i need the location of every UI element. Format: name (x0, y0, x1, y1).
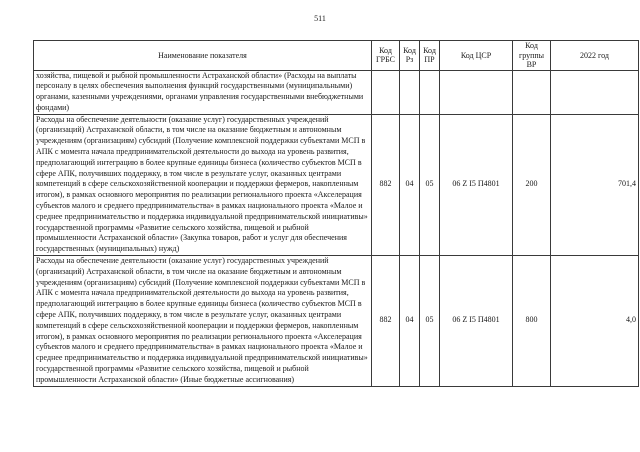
row-vr (513, 70, 551, 114)
row-pr (420, 70, 440, 114)
budget-table (33, 40, 639, 387)
row-grbs (372, 70, 400, 114)
table-row (34, 114, 639, 255)
row-grbs: 882 (372, 114, 400, 255)
row-amount (551, 70, 639, 114)
row-csr (440, 70, 513, 114)
row-rz: 04 (400, 256, 420, 387)
header-name: Наименование показателя (34, 41, 372, 71)
table-header-row (34, 41, 639, 71)
row-pr: 05 (420, 114, 440, 255)
table-row (34, 70, 639, 114)
table-row (34, 256, 639, 387)
row-name: Расходы на обеспечение деятельности (оказание услуг) государственных учреждений (организаций) Астраханской области, в том числе на оказание бюджетным и автономным учреждениям (организациям) субсидий (Получение комплексной поддержки субъектами МСП в АПК с момента начала предпринимательской деятельности до выхода на уровень развития, предполагающий интеграцию в более крупные единицы бизнеса (количество субъектов МСП в сфере АПК, получивших поддержку, в том числе в результате услуг, оказанных центрами компетенций в сфере сельскохозяйственной кооперации и поддержки фермеров, накопленным итогом), в рамках основного мероприятия по реализации регионального проекта «Акселерация субъектов малого и среднего предпринимательства» в рамках национального проекта «Малое и среднее предпринимательство и поддержка индивидуальной предпринимательской инициативы» государственной программы «Развитие сельского хозяйства, пищевой и рыбной промышленности Астраханской области» (Иные бюджетные ассигнования) (34, 256, 372, 387)
header-grbs: Код ГРБС (372, 41, 400, 71)
header-pr: Код ПР (420, 41, 440, 71)
header-vr: Код группы ВР (513, 41, 551, 71)
row-csr: 06 Z I5 П4801 (440, 256, 513, 387)
row-name: хозяйства, пищевой и рыбной промышленности Астраханской области» (Расходы на выплаты персоналу в целях обеспечения выполнения функций государственными (муниципальными) органами, казенными учреждениями, органами управления государственными внебюджетными фондами) (34, 70, 372, 114)
row-rz: 04 (400, 114, 420, 255)
header-rz: Код Рз (400, 41, 420, 71)
row-vr: 800 (513, 256, 551, 387)
row-amount: 701,4 (551, 114, 639, 255)
header-csr: Код ЦСР (440, 41, 513, 71)
header-year: 2022 год (551, 41, 639, 71)
page-number: 511 (314, 14, 326, 23)
row-rz (400, 70, 420, 114)
row-amount: 4,0 (551, 256, 639, 387)
row-grbs: 882 (372, 256, 400, 387)
row-vr: 200 (513, 114, 551, 255)
row-csr: 06 Z I5 П4801 (440, 114, 513, 255)
row-pr: 05 (420, 256, 440, 387)
row-name: Расходы на обеспечение деятельности (оказание услуг) государственных учреждений (организаций) Астраханской области, в том числе на оказание бюджетным и автономным учреждениям (организациям) субсидий (Получение комплексной поддержки субъектами МСП в АПК с момента начала предпринимательской деятельности до выхода на уровень развития, предполагающий интеграцию в более крупные единицы бизнеса (количество субъектов МСП в сфере АПК, получивших поддержку, в том числе в результате услуг, оказанных центрами компетенций в сфере сельскохозяйственной кооперации и поддержки фермеров, накопленным итогом), в рамках основного мероприятия по реализации регионального проекта «Акселерация субъектов малого и среднего предпринимательства» в рамках национального проекта «Малое и среднее предпринимательство и поддержка индивидуальной предпринимательской инициативы» государственной программы «Развитие сельского хозяйства, пищевой и рыбной промышленности Астраханской области» (Закупка товаров, работ и услуг для обеспечения государственных (муниципальных) нужд) (34, 114, 372, 255)
